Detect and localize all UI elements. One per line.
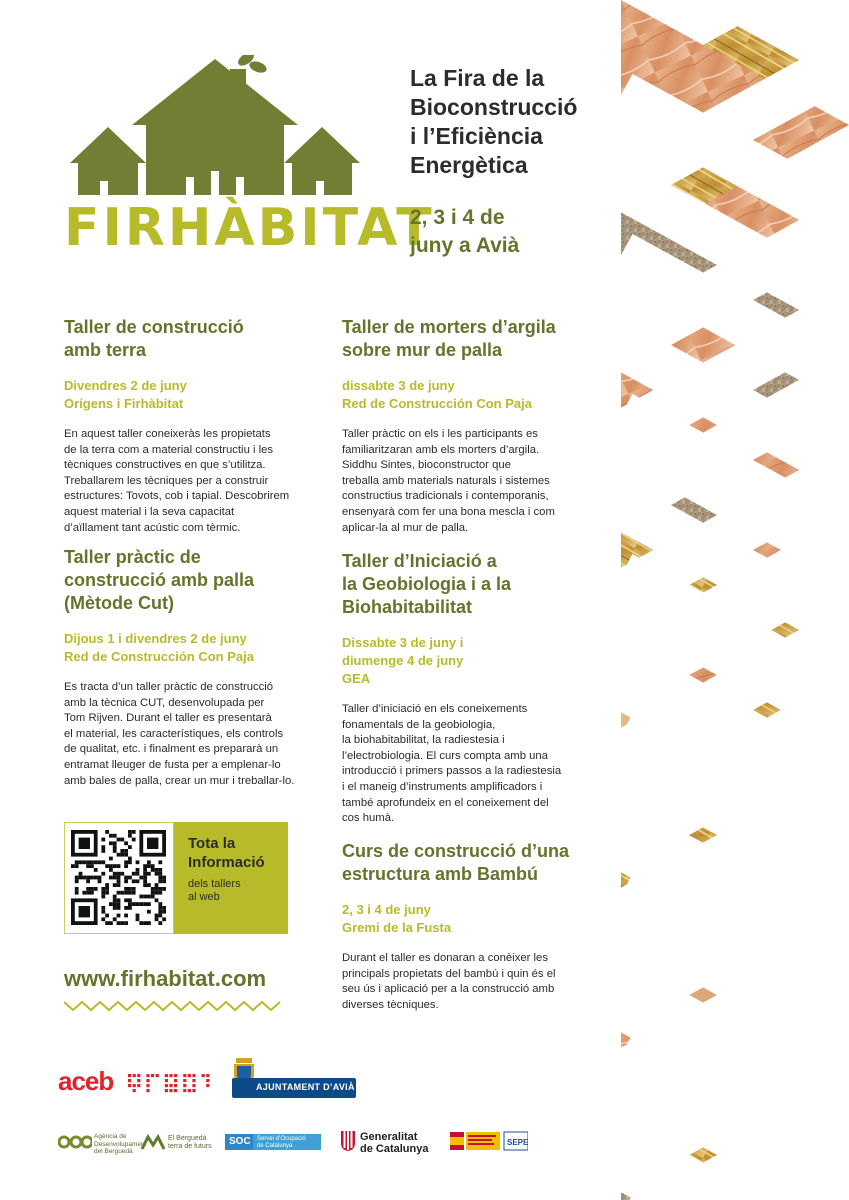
natural-materials-zigzag-pattern bbox=[621, 0, 849, 1200]
qr-subtitle bbox=[188, 878, 241, 904]
qr-code-icon[interactable] bbox=[65, 823, 173, 933]
workshop-title: Taller d’Iniciació a la Geobiologia i a la Biohabitabilitat bbox=[342, 551, 512, 617]
aceb-logo: aceb bbox=[58, 1066, 114, 1096]
workshop-description: Es tracta d’un taller pràctic de construcció amb la tècnica CUT, desenvolupada per Tom Rijven. Durant el taller es presentarà el material, les característiques, els controls de qualitat, etc. i finalment es prepararà un entramat lleuger de fusta per a emplenar-lo amb bales de palla, crear un mur i treballar-lo. bbox=[64, 681, 295, 787]
logo-text-line: del Berguedà bbox=[94, 1148, 133, 1155]
workshop-title: Taller de morters d’argila sobre mur de palla bbox=[342, 317, 556, 360]
agencia-desenvolupament-logo-icon bbox=[58, 1132, 92, 1152]
workshop-title: Taller pràctic de construcció amb palla (Mètode Cut) bbox=[64, 547, 255, 613]
workshop-meta: Divendres 2 de juny Orígens i Firhàbitat bbox=[64, 378, 187, 411]
fair-dates-line: juny a Avià bbox=[410, 234, 520, 257]
fair-title bbox=[410, 64, 610, 180]
fair-title-line: La Fira de la bbox=[410, 65, 545, 91]
qr-subtitle-line: dels tallers bbox=[188, 878, 241, 890]
qr-title-line: Informació bbox=[188, 854, 265, 871]
soc-logo-label: SOC bbox=[229, 1136, 251, 1147]
soc-sub-text bbox=[257, 1136, 306, 1150]
generalitat-stripes-icon bbox=[340, 1130, 356, 1152]
bergueda-terra-de-futurs-logo-icon bbox=[140, 1133, 166, 1151]
zigzag-divider-icon bbox=[64, 1000, 286, 1012]
qr-title-line: Tota la bbox=[188, 835, 236, 852]
website-link[interactable]: www.firhabitat.com bbox=[64, 966, 267, 991]
workshop-clay-mortar bbox=[342, 316, 602, 536]
workshop-meta: dissabte 3 de juny Red de Construcción Con Paja bbox=[342, 378, 532, 411]
qr-code-frame[interactable] bbox=[64, 822, 174, 934]
workshop-meta: Dissabte 3 de juny i diumenge 4 de juny GEA bbox=[342, 635, 464, 686]
agencia-desenvolupament-text bbox=[94, 1133, 146, 1156]
fair-dates-line: 2, 3 i 4 de bbox=[410, 206, 505, 229]
logo-text-line: terra de futurs bbox=[168, 1142, 212, 1150]
workshop-earth bbox=[64, 316, 314, 536]
workshop-title: Curs de construcció d’una estructura amb Bambú bbox=[342, 841, 570, 884]
workshop-geobiology bbox=[342, 550, 602, 827]
logo-text-line: de Catalunya bbox=[360, 1143, 429, 1155]
ajuntament-avia-label: AJUNTAMENT D’AVIÀ bbox=[256, 1082, 355, 1092]
fair-title-line: i l’Eficiència bbox=[410, 123, 543, 149]
fair-title-line: Energètica bbox=[410, 152, 528, 178]
qr-title bbox=[188, 834, 265, 872]
workshop-description: Taller d’iniciació en els coneixements fonamentals de la geobiologia, la biohabitabilitat, la radiestesia i l’electrobiologia. El curs compta amb una introducció i primers passos a la radiestesia i el maneig d’instruments amplificadors i també aprofundeix en el coneixement del cos humà. bbox=[342, 703, 562, 825]
bergueda-terra-de-futurs-text bbox=[168, 1135, 212, 1150]
workshop-meta: 2, 3 i 4 de juny Gremi de la Fusta bbox=[342, 902, 452, 935]
logo-text-line: Generalitat bbox=[360, 1131, 418, 1143]
workshop-bamboo bbox=[342, 840, 602, 1013]
fair-dates bbox=[410, 204, 610, 260]
qr-subtitle-line: al web bbox=[188, 891, 220, 903]
logo-text-line: Desenvolupament bbox=[94, 1140, 147, 1148]
houses-logo-icon bbox=[70, 55, 360, 205]
logo-text-line: Servei d’Ocupació bbox=[257, 1136, 306, 1142]
workshop-description: Durant el taller es donaran a conèixer les principals propietats del bambú i quin és el seu ús i aplicació per a la construcció amb diverses tècniques. bbox=[342, 952, 556, 1011]
logo-text-line: El Berguedà bbox=[168, 1135, 207, 1142]
sepe-label: SEPE bbox=[507, 1138, 528, 1147]
fair-title-line: Bioconstrucció bbox=[410, 94, 578, 120]
logo-text-line: de Catalunya bbox=[257, 1143, 293, 1149]
workshop-description: En aquest taller coneixeràs les propietats de la terra com a material constructiu i les tècniques constructives en que s’utilitza. Treballarem les tècniques per a construir estructures: Tovots, cob i tapial. Descobrirem aquest material i la seva capacitat d’aïllament tant acústic com tèrmic. bbox=[64, 428, 290, 534]
brand-name: FIRHÀBITAT bbox=[64, 198, 435, 258]
workshop-description: Taller pràctic on els i les participants es familiaritzaran amb els morters d’argila. Siddhu Sintes, bioconstructor que treballa amb materials naturals i sistemes constructius tradicionals i contemporanis, ensenyarà com fer una bona mescla i com aplicar-la al mur de palla. bbox=[342, 428, 555, 534]
gobierno-espana-sepe-logo-icon bbox=[450, 1130, 528, 1152]
workshop-meta: Dijous 1 i divendres 2 de juny Red de Construcción Con Paja bbox=[64, 631, 254, 664]
logo-text-line: Agència de bbox=[94, 1133, 127, 1140]
bergueda-dots-logo-icon bbox=[128, 1072, 213, 1096]
workshop-title: Taller de construcció amb terra bbox=[64, 317, 244, 360]
generalitat-logo-text bbox=[360, 1131, 428, 1155]
workshop-straw bbox=[64, 546, 314, 789]
